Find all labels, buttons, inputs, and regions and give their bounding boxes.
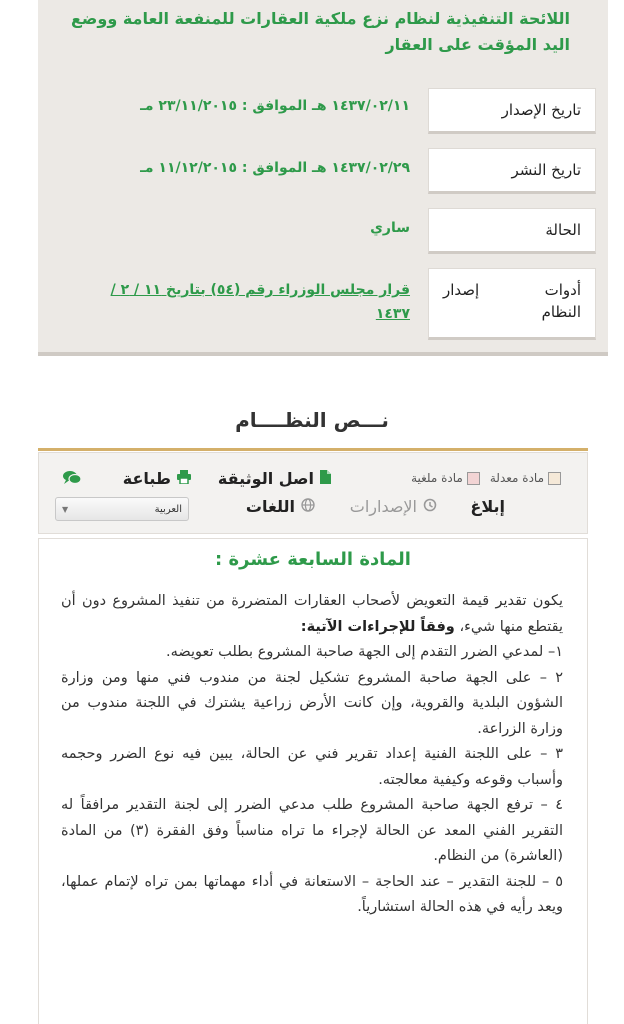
original-document-label: اصل الوثيقة <box>217 469 314 488</box>
tools-label-primary: أدوات النظام <box>541 281 581 321</box>
print-button[interactable] <box>123 469 191 488</box>
language-select[interactable] <box>55 497 189 521</box>
legend-modified-label: مادة معدلة <box>489 471 544 485</box>
tools-label <box>428 268 596 340</box>
status-label: الحالة <box>428 208 596 254</box>
article-title: المادة السابعة عشرة : <box>215 549 411 570</box>
article-item-1: ١– لمدعي الضرر التقدم إلى الجهة صاحبة المشروع بطلب تعويضه. <box>166 644 563 660</box>
document-toolbar <box>38 452 588 534</box>
article-panel <box>38 538 588 1024</box>
legend-cancelled <box>411 471 480 485</box>
chevron-down-icon: ▼ <box>62 504 69 514</box>
legend-modified <box>490 471 561 485</box>
legend-cancelled-swatch <box>467 472 480 485</box>
print-icon <box>177 470 191 488</box>
heading-divider <box>38 448 588 451</box>
legend-cancelled-label: مادة ملغية <box>411 471 463 485</box>
publish-date-label: تاريخ النشر <box>428 148 596 194</box>
article-intro <box>61 589 563 640</box>
notify-label: إبلاغ <box>470 497 505 516</box>
law-title: اللائحة التنفيذية لنظام نزع ملكية العقارات للمنفعة العامة ووضع اليد المؤقت على العقار <box>70 9 570 54</box>
article-item-4: ٤ – ترفع الجهة صاحبة المشروع طلب مدعي الضرر إلى لجنة التقدير مرافقاً له التقرير الفني المعد عن الحالة لإجراء ما تراه مناسباً وفق الفقرة (٣) من المادة (العاشرة) من النظام. <box>61 797 563 864</box>
article-intro-bold: وفقاً للإجراءات الآتية: <box>300 618 455 635</box>
section-heading: نـــص النظــــام <box>235 408 389 432</box>
article-item-5: ٥ – للجنة التقدير – عند الحاجة – الاستعانة في أداء مهماتها بمن تراه لإتمام عملها، ويعد رأيه في هذه الحالة استشارياً. <box>61 873 563 915</box>
original-document-button[interactable] <box>218 469 331 488</box>
language-selected-value: العربية <box>154 503 182 515</box>
file-icon <box>320 470 331 488</box>
tools-link[interactable]: قرار مجلس الوزراء رقم (٥٤) بتاريخ ١١ / ٢ / ١٤٣٧ <box>110 282 410 322</box>
languages-label: اللغات <box>245 497 295 516</box>
notify-button[interactable] <box>470 497 505 516</box>
legend-modified-swatch <box>548 472 561 485</box>
issue-date-label: تاريخ الإصدار <box>428 88 596 134</box>
languages-button[interactable] <box>246 497 315 516</box>
globe-icon <box>301 498 315 516</box>
legend <box>411 471 561 485</box>
print-label: طباعة <box>122 469 171 488</box>
status-value: ساري <box>370 220 410 236</box>
article-body <box>61 589 563 921</box>
publish-date-value: ١٤٣٧/٠٢/٢٩ هـ الموافق : ١١/١٢/٢٠١٥ مـ <box>140 160 410 176</box>
versions-label: الإصدارات <box>349 497 417 516</box>
versions-button[interactable] <box>350 497 437 516</box>
tools-label-secondary: إصدار <box>443 281 480 299</box>
article-item-3: ٣ – على اللجنة الفنية إعداد تقرير فني عن الحالة، يبين فيه نوع الضرر وحجمه وأسباب وقوعه وكيفية معالجته. <box>61 746 563 788</box>
comments-icon[interactable] <box>63 471 81 485</box>
article-intro-text: يكون تقدير قيمة التعويض لأصحاب العقارات المتضررة من تنفيذ المشروع دون أن يقتطع منها شيء، <box>61 593 563 635</box>
law-info-panel <box>38 0 608 356</box>
article-item-2: ٢ – على الجهة صاحبة المشروع تشكيل لجنة من مندوب فني منها ومن وزارة الشؤون البلدية والقروية، وإن كانت الأرض زراعية يشترك في اللجنة مندوب من وزارة الزراعة. <box>61 669 563 737</box>
history-icon <box>423 498 437 516</box>
issue-date-value: ١٤٣٧/٠٢/١١ هـ الموافق : ٢٣/١١/٢٠١٥ مـ <box>140 98 410 114</box>
